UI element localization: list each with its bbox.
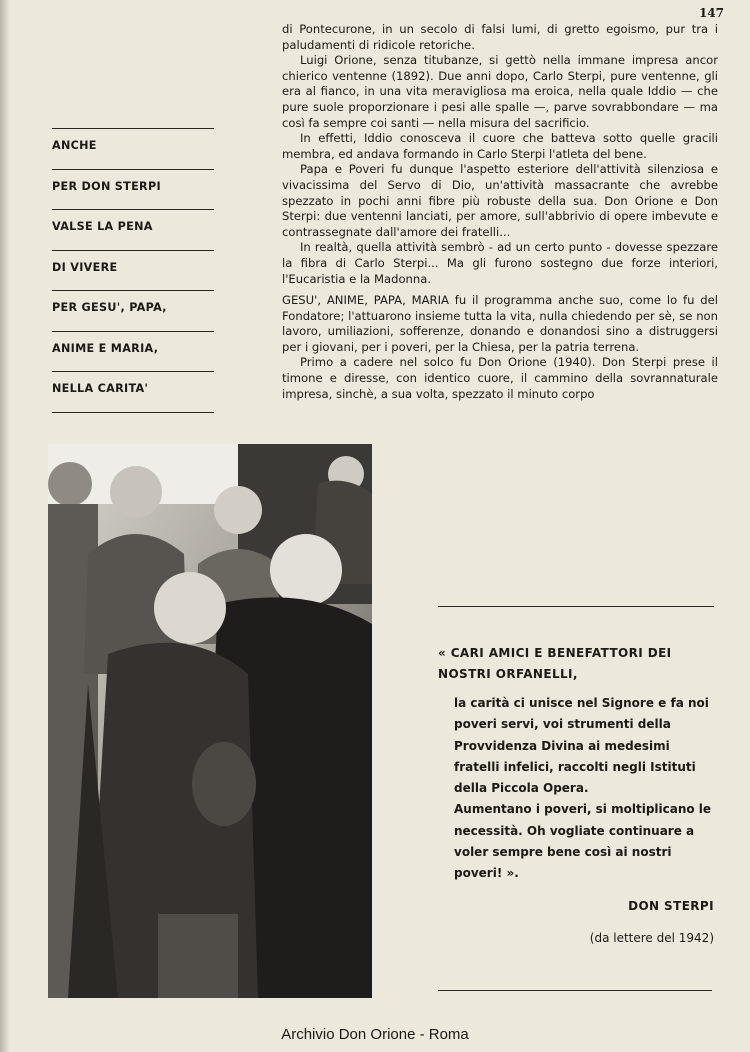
archival-photo: [48, 444, 372, 998]
paragraph: Papa e Poveri fu dunque l'aspetto esteriore dell'attività silenziosa e vivacissima del Servo di Dio, un'attività massacrante che avrebbe spezzato in pochi anni fibre più robuste della sua. Don Orione e Don Sterpi: due ventenni lanciati, per amore, sull'abbrivio di opere imbevute e contrassegnate dall'amore dei fratelli...: [282, 162, 718, 239]
quote-box: [438, 606, 714, 945]
quote-paragraph: Aumentano i poveri, si moltiplicano le necessità. Oh vogliate continuare a voler sempre bene così ai nostri poveri! ».: [454, 802, 712, 881]
page-binding-edge: [0, 0, 10, 1052]
quote-heading: « CARI AMICI E BENEFATTORI DEI NOSTRI ORFANELLI,: [438, 646, 672, 681]
paragraph: Luigi Orione, senza titubanze, si gettò nella immane impresa ancor chierico ventenne (1892). Due anni dopo, Carlo Sterpi, pure ventenne, gli era al fianco, in una vita meravigliosa ma eroica, nella quale Iddio — che pure suole proporzionare i pesi alle spalle —, parve sovrabbondare — ma così fa sempre coi santi — nella misura del sacrificio.: [282, 53, 718, 130]
paragraph: In realtà, quella attività sembrò - ad un certo punto - dovesse spezzare la fibra di Carlo Sterpi... Ma gli furono sostegno due forze interiori, l'Eucaristia e la Madonna.: [282, 240, 718, 286]
side-motto-line: DI VIVERE: [52, 251, 214, 292]
main-article-text: [282, 22, 718, 402]
quote-signature: DON STERPI: [628, 898, 714, 913]
side-motto-line: ANCHE: [52, 129, 214, 170]
paragraph: Primo a cadere nel solco fu Don Orione (1940). Don Sterpi prese il timone e diresse, con identico cuore, il cammino della sovrannaturale impresa, sinchè, a sua volta, spezzato il minuto corpo: [282, 355, 718, 401]
paragraph: In effetti, Iddio conosceva il cuore che batteva sotto quelle gracili membra, ed andava formando in Carlo Sterpi l'atleta del bene.: [282, 131, 718, 161]
bottom-divider: [438, 990, 712, 991]
quote-paragraph: la carità ci unisce nel Signore e fa noi poveri servi, voi strumenti della Provvidenza Divina ai medesimi fratelli infelici, raccolti negli Istituti della Piccola Opera.: [454, 696, 709, 796]
side-motto-list: [52, 128, 214, 413]
paragraph: GESU', ANIME, PAPA, MARIA fu il programma anche suo, come lo fu del Fondatore; l'attuarono insieme tutta la vita, nulla chiedendo per sè, se non lavoro, umiliazioni, sofferenze, donando e donandosi sino a distruggersi per i giovani, per i poveri, per la Chiesa, per la patria terrena.: [282, 293, 718, 354]
side-motto-line: PER GESU', PAPA,: [52, 291, 214, 332]
side-motto-line: ANIME E MARIA,: [52, 332, 214, 373]
archive-footer: Archivio Don Orione - Roma: [281, 1026, 469, 1043]
side-motto-line: VALSE LA PENA: [52, 210, 214, 251]
side-motto-line: NELLA CARITA': [52, 372, 214, 413]
paragraph: di Pontecurone, in un secolo di falsi lumi, di gretto egoismo, pur tra i paludamenti di ridicole retoriche.: [282, 22, 718, 52]
page-number: 147: [698, 6, 724, 20]
quote-body: [438, 693, 714, 885]
side-motto-line: PER DON STERPI: [52, 170, 214, 211]
quote-date-note: (da lettere del 1942): [589, 930, 714, 945]
